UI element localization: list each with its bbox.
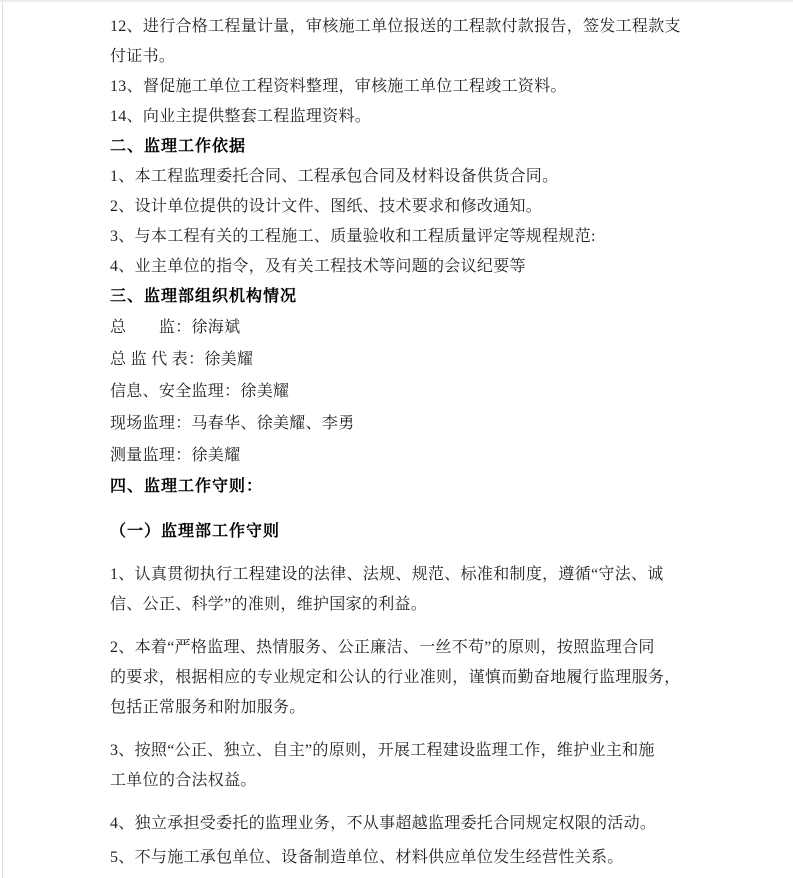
text-line: 2、设计单位提供的设计文件、图纸、技术要求和修改通知。 bbox=[110, 198, 543, 215]
paragraph bbox=[110, 633, 685, 723]
paragraph bbox=[110, 222, 685, 252]
text-line: 工单位的合法权益。 bbox=[110, 772, 257, 789]
paragraph bbox=[110, 560, 685, 620]
text-line: 三、监理部组织机构情况 bbox=[110, 288, 298, 305]
paragraph bbox=[110, 312, 685, 344]
paragraph bbox=[110, 809, 685, 839]
document-content bbox=[110, 12, 685, 873]
text-line: 12、进行合格工程量计量，审核施工单位报送的工程款付款报告，签发工程款支 bbox=[110, 18, 681, 35]
text-line: 包括正常服务和附加服务。 bbox=[110, 699, 306, 716]
section-heading bbox=[110, 472, 685, 502]
text-line: 四、监理工作守则： bbox=[110, 478, 264, 495]
text-line: 总 监：徐海斌 bbox=[110, 319, 241, 336]
paragraph bbox=[110, 192, 685, 222]
paragraph bbox=[110, 252, 685, 282]
paragraph bbox=[110, 408, 685, 440]
text-line: 3、按照“公正、独立、自主”的原则，开展工程建设监理工作，维护业主和施 bbox=[110, 742, 655, 759]
paragraph bbox=[110, 72, 685, 102]
paragraph bbox=[110, 736, 685, 796]
text-line: 现场监理：马春华、徐美耀、李勇 bbox=[110, 415, 355, 432]
paragraph bbox=[110, 12, 685, 72]
text-line: （一）监理部工作守则 bbox=[110, 523, 281, 540]
text-line: 付证书。 bbox=[110, 48, 176, 65]
text-line: 1、认真贯彻执行工程建设的法律、法规、规范、标准和制度，遵循“守法、诚 bbox=[110, 566, 664, 583]
paragraph bbox=[110, 102, 685, 132]
section-heading bbox=[110, 282, 685, 312]
paragraph bbox=[110, 376, 685, 408]
text-line: 5、不与施工承包单位、设备制造单位、材料供应单位发生经营性关系。 bbox=[110, 849, 624, 866]
text-line: 的要求，根据相应的专业规定和公认的行业准则，谨慎而勤奋地履行监理服务， bbox=[110, 669, 681, 686]
paragraph bbox=[110, 162, 685, 192]
text-line: 信息、安全监理：徐美耀 bbox=[110, 383, 290, 400]
section-heading bbox=[110, 517, 685, 547]
paragraph bbox=[110, 440, 685, 472]
text-line: 2、本着“严格监理、热情服务、公正廉洁、一丝不苟”的原则，按照监理合同 bbox=[110, 639, 655, 656]
text-line: 4、业主单位的指令，及有关工程技术等问题的会议纪要等 bbox=[110, 258, 526, 275]
section-heading bbox=[110, 132, 685, 162]
page-left-edge-line bbox=[2, 2, 3, 878]
text-line: 14、向业主提供整套工程监理资料。 bbox=[110, 108, 372, 125]
text-line: 总 监 代 表：徐美耀 bbox=[110, 351, 254, 368]
text-line: 3、与本工程有关的工程施工、质量验收和工程质量评定等规程规范: bbox=[110, 228, 596, 245]
text-line: 二、监理工作依据 bbox=[110, 138, 247, 155]
text-line: 13、督促施工单位工程资料整理，审核施工单位工程竣工资料。 bbox=[110, 78, 567, 95]
paragraph bbox=[110, 843, 685, 873]
text-line: 1、本工程监理委托合同、工程承包合同及材料设备供货合同。 bbox=[110, 168, 559, 185]
paragraph bbox=[110, 344, 685, 376]
text-line: 4、独立承担受委托的监理业务，不从事超越监理委托合同规定权限的活动。 bbox=[110, 815, 657, 832]
text-line: 测量监理：徐美耀 bbox=[110, 447, 241, 464]
text-line: 信、公正、科学”的准则，维护国家的利益。 bbox=[110, 596, 428, 613]
